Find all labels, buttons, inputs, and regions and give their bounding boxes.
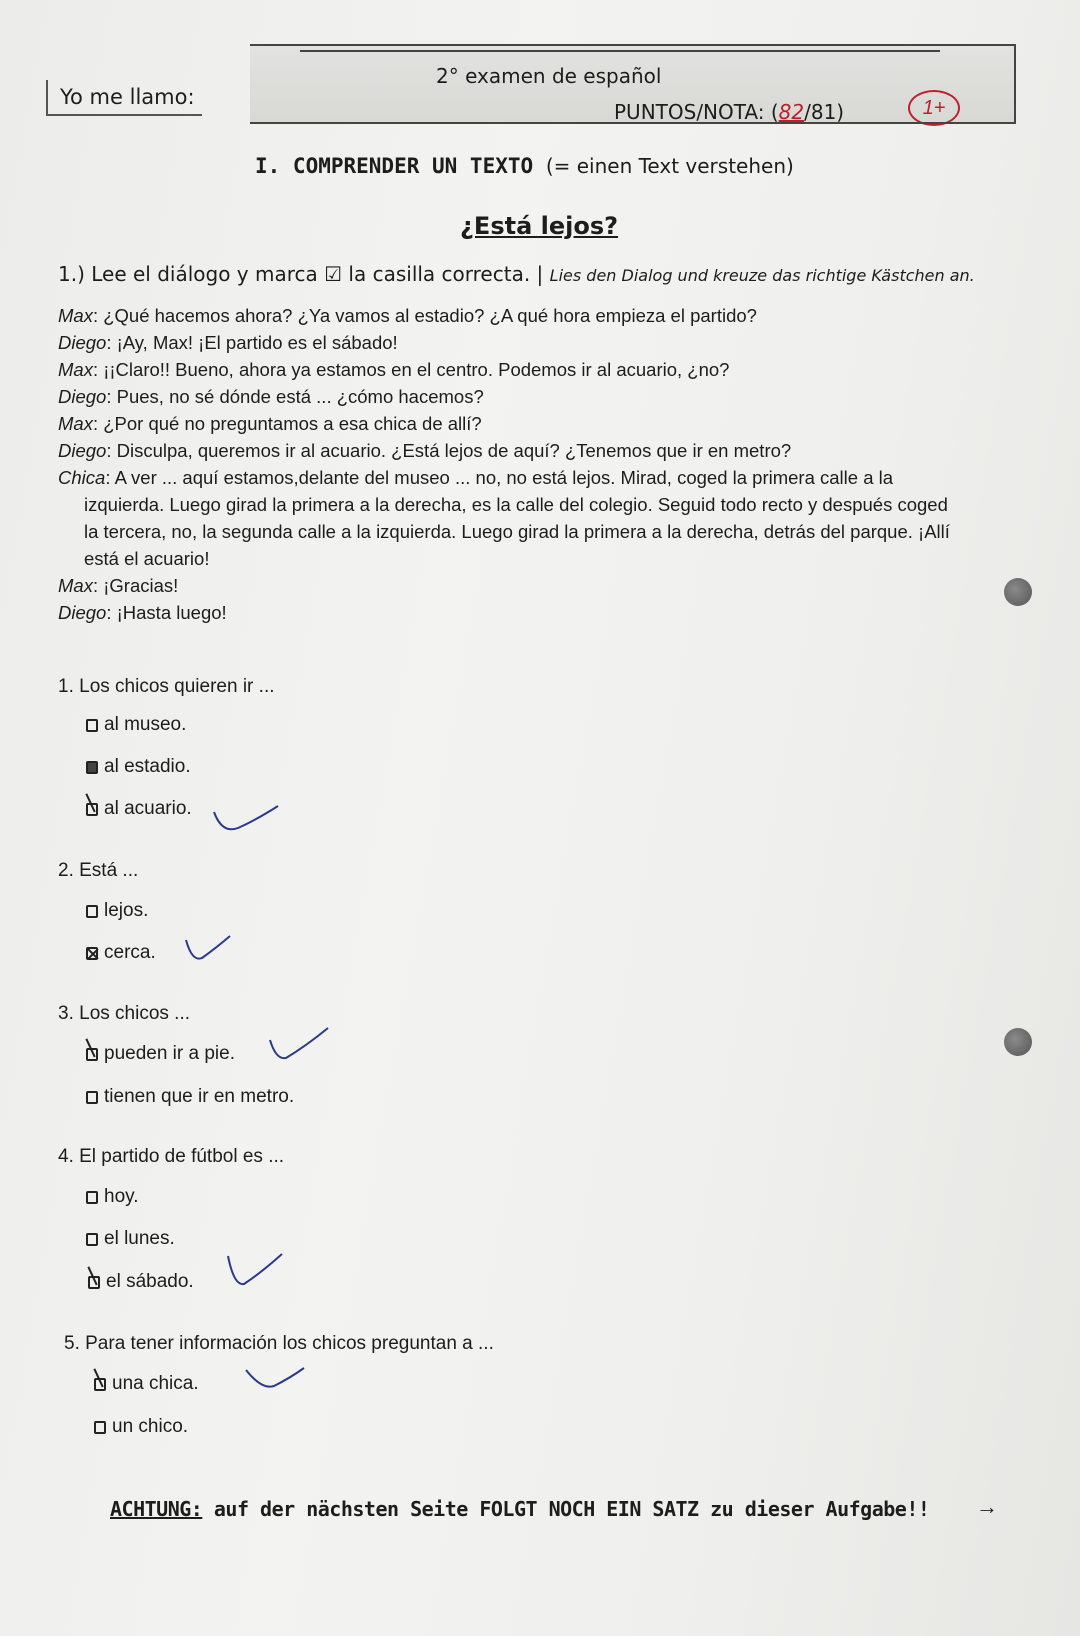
utterance: ¡Hasta luego! <box>116 602 227 623</box>
checkbox-crossed-out[interactable] <box>86 761 98 774</box>
option-lejos[interactable] <box>86 900 148 922</box>
utterance: A ver ... aquí estamos,delante del museo ... no, no está lejos. Mirad, coged la primera calle a la <box>114 467 894 488</box>
option-hoy[interactable] <box>86 1186 139 1208</box>
punch-hole <box>1004 1028 1032 1056</box>
option-label: pueden ir a pie. <box>104 1043 235 1064</box>
dialog-continuation: izquierda. Luego girad la primera a la derecha, es la calle del colegio. Seguid todo recto y después coged <box>84 494 948 515</box>
text-title: ¿Está lejos? <box>460 212 619 240</box>
exam-title: 2° examen de español <box>436 64 662 88</box>
checkmark-icon <box>184 932 234 966</box>
checkmark-icon <box>268 1024 330 1064</box>
dialog-line: Diego: ¡Ay, Max! ¡El partido es el sábado! <box>58 332 398 353</box>
checkbox-checked[interactable] <box>86 803 98 816</box>
points-grade <box>614 100 844 124</box>
achtung-note <box>110 1497 929 1521</box>
option-acuario[interactable] <box>86 798 192 820</box>
instruction-de: Lies den Dialog und kreuze das richtige Kästchen an. <box>549 266 975 285</box>
utterance: ¿Qué hacemos ahora? ¿Ya vamos al estadio? ¿A qué hora empieza el partido? <box>103 305 757 326</box>
utterance: ¿Por qué no preguntamos a esa chica de allí? <box>103 413 482 434</box>
option-label: lejos. <box>104 900 149 921</box>
dialog <box>58 302 1008 626</box>
dialog-line: Max: ¿Por qué no preguntamos a esa chica de allí? <box>58 413 482 434</box>
name-label: Yo me llamo: <box>46 80 202 116</box>
achtung-label: ACHTUNG: <box>110 1497 203 1521</box>
option-sabado[interactable] <box>88 1271 194 1293</box>
checkbox-checked[interactable] <box>88 1276 100 1289</box>
question-2: 2. Está ... <box>58 860 139 881</box>
speaker: Max <box>58 575 93 596</box>
header-top-line <box>300 50 940 52</box>
section-title <box>255 154 794 178</box>
utterance: ¡Gracias! <box>103 575 179 596</box>
checkbox-empty[interactable] <box>86 1233 98 1246</box>
instruction <box>58 262 975 286</box>
option-a-pie[interactable] <box>86 1043 235 1065</box>
speaker: Max <box>58 413 93 434</box>
option-cerca[interactable] <box>86 942 156 964</box>
dialog-line: Diego: ¡Hasta luego! <box>58 602 227 623</box>
speaker: Diego <box>58 386 107 407</box>
option-label: el lunes. <box>104 1228 175 1249</box>
speaker: Max <box>58 359 93 380</box>
option-label: el sábado. <box>106 1271 194 1292</box>
question-1: 1. Los chicos quieren ir ... <box>58 676 275 697</box>
instruction-separator: | <box>536 262 544 286</box>
dialog-line: Max: ¡¡Claro!! Bueno, ahora ya estamos en el centro. Podemos ir al acuario, ¿no? <box>58 359 730 380</box>
checkbox-empty[interactable] <box>86 905 98 918</box>
question-3: 3. Los chicos ... <box>58 1003 191 1024</box>
option-chica[interactable] <box>94 1373 199 1395</box>
option-label: al museo. <box>104 714 187 735</box>
next-page-arrow-icon: → <box>976 1494 998 1519</box>
checkbox-empty[interactable] <box>86 719 98 732</box>
punch-hole <box>1004 578 1032 606</box>
option-estadio[interactable] <box>86 756 191 778</box>
speaker: Diego <box>58 602 107 623</box>
grade-circle: 1+ <box>908 90 960 126</box>
dialog-continuation: la tercera, no, la segunda calle a la izquierda. Luego girad la primera a la derecha, detrás del parque. ¡Allí <box>84 521 950 542</box>
section-title-de: (= einen Text verstehen) <box>545 154 794 178</box>
option-label: al acuario. <box>104 798 192 819</box>
instruction-es: 1.) Lee el diálogo y marca ☑ la casilla correcta. <box>58 262 531 286</box>
utterance: Disculpa, queremos ir al acuario. ¿Está lejos de aquí? ¿Tenemos que ir en metro? <box>116 440 792 461</box>
speaker: Max <box>58 305 93 326</box>
dialog-line: Diego: Disculpa, queremos ir al acuario. ¿Está lejos de aquí? ¿Tenemos que ir en metro? <box>58 440 792 461</box>
option-label: una chica. <box>112 1373 199 1394</box>
achtung-text: auf der nächsten Seite FOLGT NOCH EIN SATZ zu dieser Aufgabe!! <box>213 1497 930 1521</box>
dialog-continuation: está el acuario! <box>84 548 210 569</box>
speaker: Diego <box>58 440 107 461</box>
checkbox-checked[interactable] <box>94 1378 106 1391</box>
dialog-line: Chica: A ver ... aquí estamos,delante del museo ... no, no está lejos. Mirad, coged la primera calle a la <box>58 467 894 488</box>
section-title-es: I. COMPRENDER UN TEXTO <box>255 154 534 178</box>
option-label: hoy. <box>104 1186 139 1207</box>
speaker: Diego <box>58 332 107 353</box>
points-label: PUNTOS/NOTA: ( <box>614 100 779 124</box>
dialog-line: Max: ¿Qué hacemos ahora? ¿Ya vamos al estadio? ¿A qué hora empieza el partido? <box>58 305 757 326</box>
option-chico[interactable] <box>94 1416 188 1438</box>
dialog-line: Max: ¡Gracias! <box>58 575 179 596</box>
option-metro[interactable] <box>86 1086 294 1108</box>
option-label: cerca. <box>104 942 156 963</box>
option-label: tienen que ir en metro. <box>104 1086 295 1107</box>
checkmark-icon <box>226 1250 284 1290</box>
checkbox-empty[interactable] <box>86 1191 98 1204</box>
checkbox-empty[interactable] <box>94 1421 106 1434</box>
option-museo[interactable] <box>86 714 186 736</box>
dialog-line: Diego: Pues, no sé dónde está ... ¿cómo hacemos? <box>58 386 484 407</box>
checkbox-empty[interactable] <box>86 1091 98 1104</box>
question-5: 5. Para tener información los chicos preguntan a ... <box>64 1333 494 1354</box>
utterance: Pues, no sé dónde está ... ¿cómo hacemos? <box>116 386 484 407</box>
speaker: Chica <box>58 467 106 488</box>
points-score: 82 <box>778 100 805 124</box>
checkmark-icon <box>212 800 282 836</box>
option-label: al estadio. <box>104 756 191 777</box>
option-lunes[interactable] <box>86 1228 175 1250</box>
utterance: ¡¡Claro!! Bueno, ahora ya estamos en el centro. Podemos ir al acuario, ¿no? <box>103 359 730 380</box>
question-4: 4. El partido de fútbol es ... <box>58 1146 285 1167</box>
checkbox-checked[interactable] <box>86 947 98 960</box>
checkmark-icon <box>244 1364 306 1394</box>
points-total: /81) <box>804 100 845 124</box>
grade-line <box>888 122 988 124</box>
utterance: ¡Ay, Max! ¡El partido es el sábado! <box>116 332 398 353</box>
checkbox-checked[interactable] <box>86 1048 98 1061</box>
option-label: un chico. <box>112 1416 189 1437</box>
